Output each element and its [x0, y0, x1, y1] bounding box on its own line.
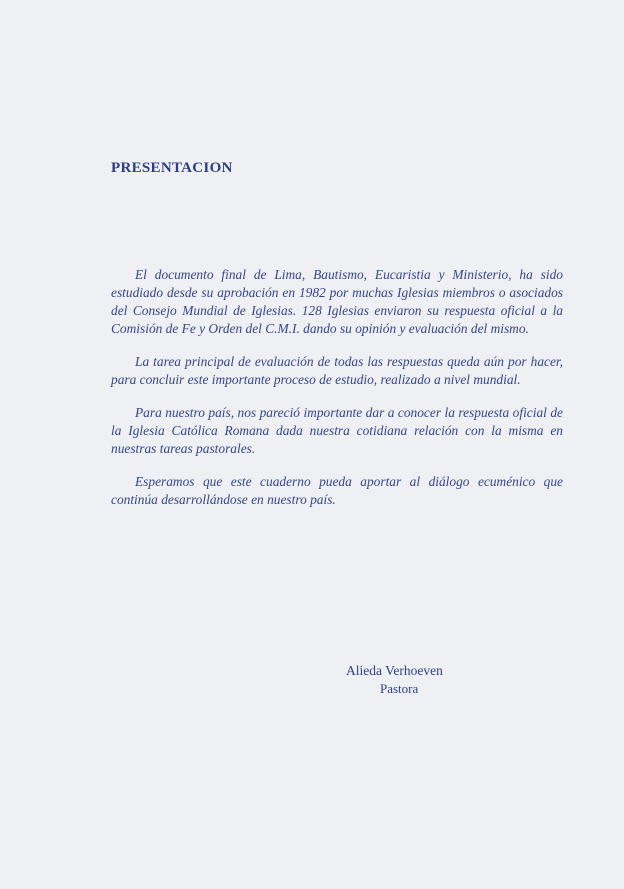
signature-role: Pastora — [380, 681, 419, 696]
paragraph-1: El documento final de Lima, Bautismo, Eucaristia y Ministerio, ha sido estudiado desde su aprobación en 1982 por muchas Iglesias miembros o asociados del Consejo Mundial de Iglesias. 128 Iglesias enviaron su respuesta oficial a la Comisión de Fe y Orden del C.M.I. dando su opinión y evaluación del mismo. — [111, 267, 563, 336]
page-title: PRESENTACION — [111, 160, 233, 176]
signature-block — [346, 662, 466, 698]
paragraph-4: Esperamos que este cuaderno pueda aportar al diálogo ecuménico que continúa desarrollándose en nuestro país. — [111, 474, 563, 507]
document-body — [111, 266, 563, 524]
paragraph-3: Para nuestro país, nos pareció importante dar a conocer la respuesta oficial de la Iglesia Católica Romana dada nuestra cotidiana relación con la misma en nuestras tareas pastorales. — [111, 405, 563, 456]
paragraph-2: La tarea principal de evaluación de todas las respuestas queda aún por hacer, para concluir este importante proceso de estudio, realizado a nivel mundial. — [111, 354, 563, 387]
signature-name: Alieda Verhoeven — [346, 663, 443, 678]
